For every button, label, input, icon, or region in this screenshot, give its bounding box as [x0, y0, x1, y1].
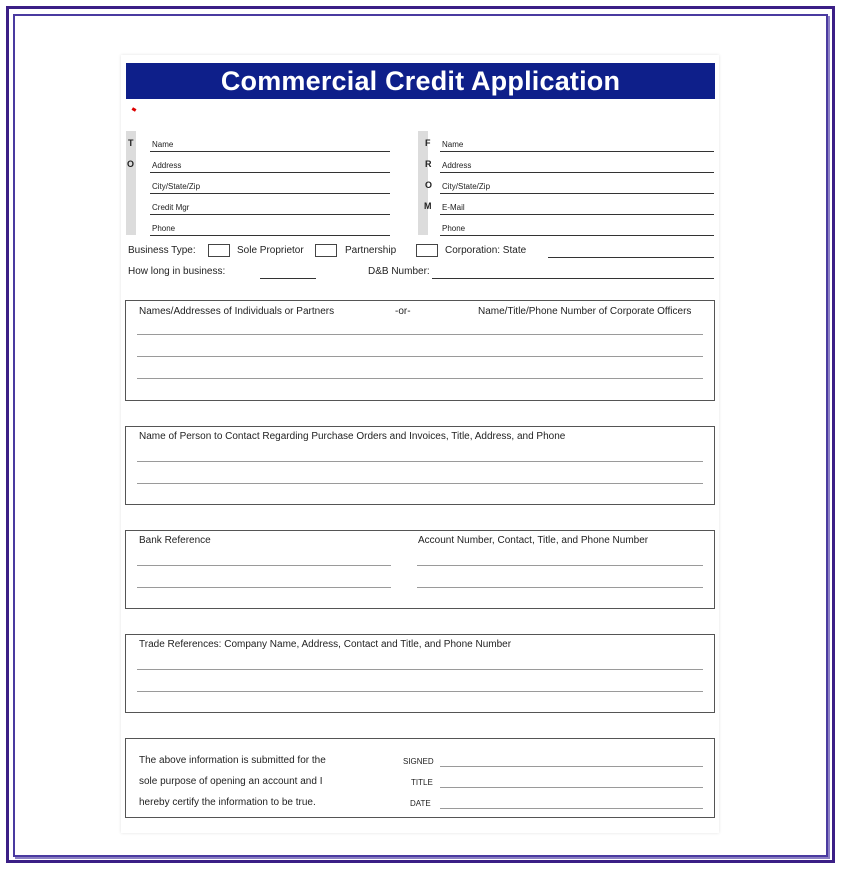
- to-letter-t: T: [128, 138, 134, 148]
- signed-label: SIGNED: [403, 757, 434, 766]
- date-label: DATE: [410, 799, 431, 808]
- how-long-label: How long in business:: [128, 266, 226, 277]
- partners-left-label: Names/Addresses of Individuals or Partners: [139, 306, 335, 317]
- partners-line-2[interactable]: [137, 356, 703, 357]
- corporation-state-label: Corporation: State: [445, 245, 527, 256]
- signed-line[interactable]: [440, 766, 703, 767]
- sole-proprietor-label: Sole Proprietor: [237, 245, 304, 256]
- from-letter-r: R: [425, 159, 432, 169]
- to-credit-mgr-line[interactable]: [150, 214, 390, 215]
- from-email-label: E-Mail: [442, 203, 465, 212]
- certify-line-3: hereby certify the information to be true.: [139, 797, 316, 808]
- to-phone-line[interactable]: [150, 235, 390, 236]
- to-phone-label: Phone: [152, 224, 176, 233]
- bank-right-line-1[interactable]: [417, 565, 703, 566]
- bank-right-label: Account Number, Contact, Title, and Phone Number: [418, 535, 649, 546]
- partnership-label: Partnership: [345, 245, 397, 256]
- contact-label: Name of Person to Contact Regarding Purchase Orders and Invoices, Title, Address, and Phone: [139, 431, 566, 442]
- to-name-label: Name: [152, 140, 174, 149]
- bank-right-line-2[interactable]: [417, 587, 703, 588]
- dnb-line[interactable]: [432, 278, 714, 279]
- corporation-checkbox[interactable]: [416, 244, 438, 257]
- contact-line-1[interactable]: [137, 461, 703, 462]
- form-title: Commercial Credit Application: [126, 63, 715, 99]
- bank-left-line-1[interactable]: [137, 565, 391, 566]
- from-letter-f: F: [425, 138, 431, 148]
- date-line[interactable]: [440, 808, 703, 809]
- to-letter-o: O: [127, 159, 135, 169]
- from-city-line[interactable]: [440, 193, 714, 194]
- trade-label: Trade References: Company Name, Address, Contact and Title, and Phone Number: [139, 639, 512, 650]
- from-address-label: Address: [442, 161, 472, 170]
- partnership-checkbox[interactable]: [315, 244, 337, 257]
- to-address-label: Address: [152, 161, 182, 170]
- state-line[interactable]: [548, 257, 714, 258]
- to-city-label: City/State/Zip: [152, 182, 201, 191]
- from-name-label: Name: [442, 140, 464, 149]
- from-name-line[interactable]: [440, 151, 714, 152]
- certify-line-2: sole purpose of opening an account and I: [139, 776, 323, 787]
- certify-line-1: The above information is submitted for the: [139, 755, 326, 766]
- partners-right-label: Name/Title/Phone Number of Corporate Officers: [478, 306, 692, 317]
- from-city-label: City/State/Zip: [442, 182, 491, 191]
- to-city-line[interactable]: [150, 193, 390, 194]
- trade-line-1[interactable]: [137, 669, 703, 670]
- to-credit-mgr-label: Credit Mgr: [152, 203, 190, 212]
- dnb-label: D&B Number:: [368, 266, 430, 277]
- from-address-line[interactable]: [440, 172, 714, 173]
- sole-proprietor-checkbox[interactable]: [208, 244, 230, 257]
- bank-left-label: Bank Reference: [139, 535, 211, 546]
- partners-line-3[interactable]: [137, 378, 703, 379]
- partners-line-1[interactable]: [137, 334, 703, 335]
- to-address-line[interactable]: [150, 172, 390, 173]
- from-email-line[interactable]: [440, 214, 714, 215]
- trade-line-2[interactable]: [137, 691, 703, 692]
- to-name-line[interactable]: [150, 151, 390, 152]
- business-type-label: Business Type:: [128, 245, 196, 256]
- from-letter-m: M: [424, 201, 432, 211]
- contact-line-2[interactable]: [137, 483, 703, 484]
- from-letter-o: O: [425, 180, 433, 190]
- how-long-line[interactable]: [260, 278, 316, 279]
- from-phone-line[interactable]: [440, 235, 714, 236]
- from-phone-label: Phone: [442, 224, 466, 233]
- partners-or-label: -or-: [395, 306, 411, 317]
- title-label: TITLE: [411, 778, 433, 787]
- bank-left-line-2[interactable]: [137, 587, 391, 588]
- title-line[interactable]: [440, 787, 703, 788]
